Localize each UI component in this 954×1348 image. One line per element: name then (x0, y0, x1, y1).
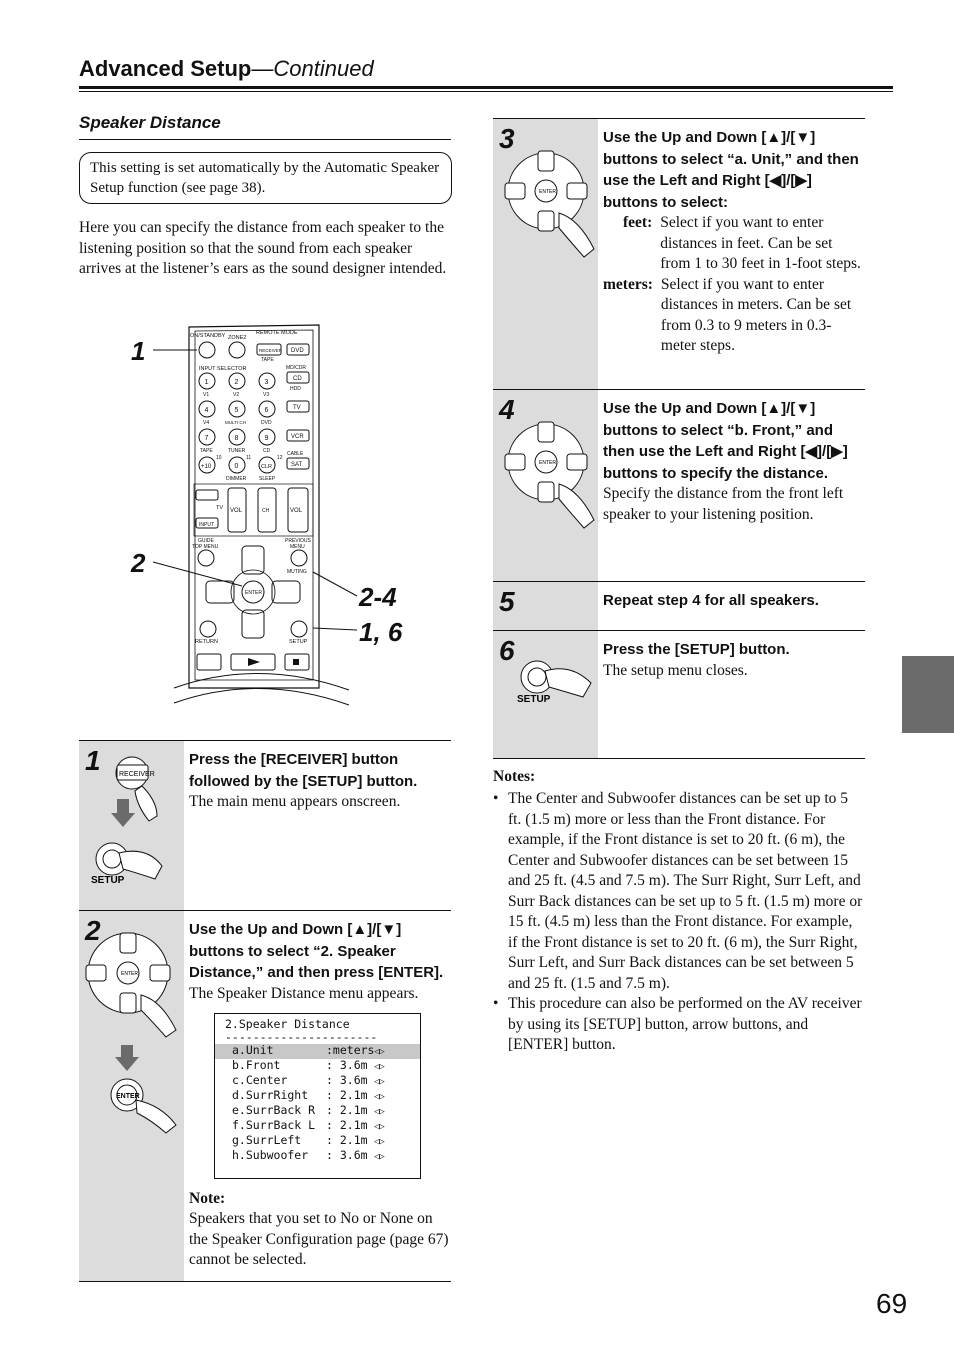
remote-n10-label: 10 (216, 455, 222, 461)
remote-setup-button[interactable] (291, 621, 307, 637)
down-button-icon (120, 993, 136, 1013)
remote-input-label: INPUT (199, 522, 214, 528)
unit-term: feet: (623, 214, 653, 231)
right-arrow-icon (567, 183, 587, 199)
remote-clr-label: CLR (261, 464, 273, 470)
remote-return-label: RETURN (195, 639, 218, 645)
setup-icon-label: SETUP (91, 875, 125, 886)
remote-right-button[interactable] (272, 581, 300, 603)
page-header-title (79, 56, 374, 82)
step-2-icon (81, 925, 181, 1135)
remote-previous-label: PREVIOUS (285, 538, 311, 544)
remote-vcr-label: VCR (291, 434, 304, 440)
left-arrow-icon (505, 183, 525, 199)
remote-v4-label: V4 (203, 420, 210, 426)
step-4 (493, 389, 865, 582)
remote-n11-label: 11 (246, 455, 252, 461)
screen-row-label: g.SurrLeft (232, 1133, 302, 1147)
side-tab (902, 656, 954, 733)
remote-num-3-label: 3 (264, 379, 269, 386)
step-3 (493, 118, 865, 390)
remote-tuner-label: TUNER (228, 448, 246, 454)
step-6 (493, 630, 865, 759)
remote-callout-2-4: 2-4 (359, 582, 397, 612)
remote-sat-label: SAT (291, 462, 303, 468)
note-text: This procedure can also be performed on the AV receiver by using its [SETUP] button, arrow buttons, and [ENTER] button. (508, 995, 862, 1053)
bullet-icon: • (493, 790, 499, 807)
right-arrow-icon (567, 454, 587, 470)
setup-icon-label: SETUP (517, 694, 551, 705)
page-number: 69 (876, 1288, 908, 1319)
screen-row (215, 1044, 420, 1059)
remote-multich-label: MULTI CH (225, 420, 246, 425)
remote-cd2-label: CD (263, 448, 271, 454)
remote-ch-label: CH (262, 508, 270, 514)
screen-rows (215, 1044, 420, 1164)
remote-illustration (79, 318, 451, 718)
remote-cable-label: CABLE (287, 451, 304, 457)
remote-left-button[interactable] (206, 581, 234, 603)
remote-topmenu-label: TOP MENU (192, 544, 219, 550)
down-arrow-icon (115, 1045, 139, 1071)
setup-button-icon (528, 668, 546, 686)
unit-description: Select if you want to enter distances in meters. Can be set from 0.3 to 9 meters in 0.3-meter steps. (660, 275, 852, 354)
screen-row-value: : 2.1m (326, 1133, 368, 1147)
step-5 (493, 581, 865, 631)
remote-tv-label: TV (293, 405, 301, 411)
remote-num-7-label: 7 (204, 435, 209, 442)
remote-receiver-label: RECEIVER (259, 348, 283, 353)
remote-mode-label: REMOTE MODE (256, 330, 298, 336)
speaker-distance-screen (214, 1013, 421, 1179)
notes-list (493, 789, 865, 1056)
step-3-number: 3 (499, 123, 515, 154)
up-arrow-icon (120, 933, 136, 953)
screen-row-value: : 2.1m (326, 1118, 368, 1132)
remote-v2-label: V2 (233, 392, 240, 398)
screen-row (215, 1134, 420, 1149)
step-1-number: 1 (85, 745, 101, 776)
header-rule (79, 86, 893, 89)
remote-dvd-label: DVD (291, 348, 304, 354)
dpad-enter-label: ENTER (121, 971, 138, 977)
lr-arrows-icon: ◁▷ (374, 1062, 385, 1072)
step-3-icon (497, 145, 597, 265)
step-2-instruction: Use the Up and Down [▲]/[▼] buttons to select “2. Speaker Distance,” and then press [ENTER]. (189, 921, 444, 981)
unit-description: Select if you want to enter distances in feet. Can be set from 1 to 30 feet in 1-foot steps. (660, 214, 861, 272)
step-2-number: 2 (85, 915, 101, 946)
remote-plus10-label: +10 (201, 464, 212, 470)
screen-row-value: : 2.1m (326, 1088, 368, 1102)
remote-power-button[interactable] (199, 342, 215, 358)
hand-icon (559, 484, 594, 528)
header-rule-thin (79, 91, 893, 92)
auto-setup-note: This setting is set automatically by the Automatic Speaker Setup function (see page 38). (79, 152, 452, 204)
screen-row (215, 1149, 420, 1164)
remote-mdcdr-label: MD/CDR (286, 365, 306, 371)
remote-num-0-label: 0 (234, 463, 239, 470)
hand-icon (559, 213, 594, 257)
screen-divider: ---------------------- (225, 1030, 378, 1044)
screen-row (215, 1089, 420, 1104)
remote-onstandby-label: ON/STANDBY (190, 333, 226, 339)
remote-callout-2: 2 (131, 548, 146, 578)
screen-row (215, 1119, 420, 1134)
step-6-instruction: Press the [SETUP] button. (603, 641, 790, 658)
remote-cd-label: CD (293, 376, 302, 382)
remote-n12-label: 12 (277, 455, 283, 461)
remote-return-button[interactable] (200, 621, 216, 637)
remote-num-5-label: 5 (234, 407, 239, 414)
remote-tape2-label: TAPE (200, 448, 213, 454)
left-arrow-icon (505, 454, 525, 470)
step-6-icon (511, 653, 596, 713)
step-5-number: 5 (499, 586, 515, 617)
right-arrow-icon (150, 965, 170, 981)
remote-tv-power[interactable] (196, 490, 218, 500)
left-arrow-icon (86, 965, 106, 981)
unit-term: meters: (603, 275, 653, 293)
remote-tv-vol-label: TV (216, 505, 224, 511)
screen-row-value: : 3.6m (326, 1058, 368, 1072)
lr-arrows-icon: ◁▷ (374, 1137, 385, 1147)
remote-zone2-label: ZONE2 (228, 335, 247, 341)
header-continued: —Continued (251, 56, 374, 81)
step-3-instruction: Use the Up and Down [▲]/[▼] buttons to select “a. Unit,” and then use the Left and Right [◀]/[▶] buttons to select: (603, 129, 859, 211)
step-1 (79, 740, 451, 911)
step-4-instruction: Use the Up and Down [▲]/[▼] buttons to select “b. Front,” and then use the Left and Right [◀]/[▶] buttons to specify the distance. (603, 400, 848, 482)
remote-dimmer-label: DIMMER (226, 476, 247, 482)
lr-arrows-icon: ◁▷ (374, 1152, 385, 1162)
lr-arrows-icon: ◁▷ (374, 1077, 385, 1087)
remote-v1-label: V1 (203, 392, 210, 398)
hand-icon (545, 669, 591, 697)
section-rule (79, 139, 451, 140)
unit-definition (603, 275, 861, 357)
screen-row-label: b.Front (232, 1058, 281, 1072)
up-arrow-icon (538, 151, 554, 171)
remote-topmenu-button[interactable] (198, 550, 214, 566)
step-2 (79, 910, 451, 1282)
remote-dvd2-label: DVD (261, 420, 272, 426)
lr-arrows-icon: ◁▷ (374, 1107, 385, 1117)
remote-vol-label-1: VOL (230, 508, 243, 514)
remote-guide-label: GUIDE (198, 538, 214, 544)
screen-row-value: : 2.1m (326, 1103, 368, 1117)
dpad-enter-label: ENTER (539, 460, 556, 466)
down-button-icon (538, 211, 554, 231)
notes-title: Notes: (493, 768, 536, 785)
remote-pause-button[interactable] (197, 654, 221, 670)
hand-icon-2 (136, 1100, 176, 1133)
screen-row-value: : 3.6m (326, 1073, 368, 1087)
screen-row-label: e.SurrBack R (232, 1103, 316, 1117)
remote-sleep-label: SLEEP (259, 476, 276, 482)
screen-row (215, 1104, 420, 1119)
down-button-icon (538, 482, 554, 502)
screen-row-value: :meters (326, 1043, 375, 1057)
remote-num-2-label: 2 (234, 379, 239, 386)
screen-row-label: c.Center (232, 1073, 288, 1087)
intro-paragraph: Here you can specify the distance from each speaker to the listening position so that the sound from each speaker arrives at the listener’s ears as the sound designer intended. (79, 219, 447, 277)
receiver-icon-label: RECEIVER (119, 771, 155, 778)
remote-menu-label: MENU (290, 544, 305, 550)
hand-icon (119, 851, 162, 879)
down-arrow-icon (111, 799, 135, 827)
step-2-note-title: Note: (189, 1190, 226, 1207)
remote-callout-1: 1 (131, 336, 146, 366)
screen-row-label: a.Unit (232, 1043, 274, 1057)
step-1-body: The main menu appears onscreen. (189, 793, 401, 810)
screen-row-value: : 3.6m (326, 1148, 368, 1162)
remote-muting-label: MUTING (287, 569, 307, 575)
lr-arrows-icon: ◁▷ (374, 1122, 385, 1132)
unit-definition (603, 213, 861, 275)
remote-input-selector-label: INPUT SELECTOR (199, 366, 247, 372)
step-1-icon (87, 751, 182, 901)
screen-row-label: d.SurrRight (232, 1088, 309, 1102)
header-title-text: Advanced Setup (79, 56, 252, 81)
remote-num-9-label: 9 (264, 435, 269, 442)
step-2-note: Speakers that you set to No or None on the Speaker Configuration page (page 67) cannot be selected. (189, 1210, 449, 1268)
remote-num-8-label: 8 (234, 435, 239, 442)
screen-row (215, 1059, 420, 1074)
screen-row-label: h.Subwoofer (232, 1148, 309, 1162)
bullet-icon: • (493, 995, 499, 1012)
setup-button-icon (103, 850, 121, 868)
remote-num-6-label: 6 (264, 407, 269, 414)
hand-icon (141, 995, 176, 1037)
lr-arrows-icon: ◁▷ (374, 1092, 385, 1102)
remote-enter-label: ENTER (245, 590, 262, 596)
step-5-instruction: Repeat step 4 for all speakers. (603, 592, 819, 609)
up-arrow-icon (538, 422, 554, 442)
enter-icon-label: ENTER (116, 1093, 140, 1100)
step-6-number: 6 (499, 635, 515, 666)
step-4-body: Specify the distance from the front left speaker to your listening position. (603, 485, 844, 523)
unit-definitions (603, 213, 861, 357)
remote-menu-button[interactable] (291, 550, 307, 566)
note-text: The Center and Subwoofer distances can be set up to 5 ft. (1.5 m) more or less than the Front distance. For example, if the Front distance is set to 20 ft. (6 m), the Center and Subwoofer distances can be set between 15 and 25 ft. (4.5 and 7.5 m). The Surr Right, Surr Left, and Surr Back distances can be set up to 5 ft. (1.5 m) more or 15 ft. (4.5 m) less than the Front distance. For example, if the Front distance is set to 20 ft. (6 m), the Surr Right, Surr Left, and Surr Back distances can be set between 5 and 25 ft. (1.5 and 7.5 m). (508, 790, 863, 992)
note-item (493, 789, 865, 994)
step-2-body: The Speaker Distance menu appears. (189, 984, 419, 1002)
remote-zone2-button[interactable] (229, 342, 245, 358)
screen-row-label: f.SurrBack L (232, 1118, 316, 1132)
dpad-enter-label: ENTER (539, 189, 556, 195)
remote-callout-1-6: 1, 6 (359, 617, 403, 647)
screen-title: 2.Speaker Distance (225, 1017, 350, 1031)
section-title: Speaker Distance (79, 113, 221, 132)
remote-tape-label: TAPE (261, 357, 274, 363)
remote-num-4-label: 4 (204, 407, 209, 414)
note-item (493, 994, 865, 1056)
step-1-instruction: Press the [RECEIVER] button followed by the [SETUP] button. (189, 751, 418, 790)
lr-arrows-icon: ◁▷ (374, 1047, 385, 1057)
step-6-body: The setup menu closes. (603, 661, 748, 679)
remote-v3-label: V3 (263, 392, 270, 398)
screen-row (215, 1074, 420, 1089)
remote-hdd-label: HDD (290, 386, 301, 392)
remote-num-1-label: 1 (204, 379, 209, 386)
remote-vol-label-2: VOL (290, 508, 303, 514)
step-4-number: 4 (499, 394, 515, 425)
remote-setup-label: SETUP (289, 639, 308, 645)
step-4-icon (497, 416, 597, 536)
